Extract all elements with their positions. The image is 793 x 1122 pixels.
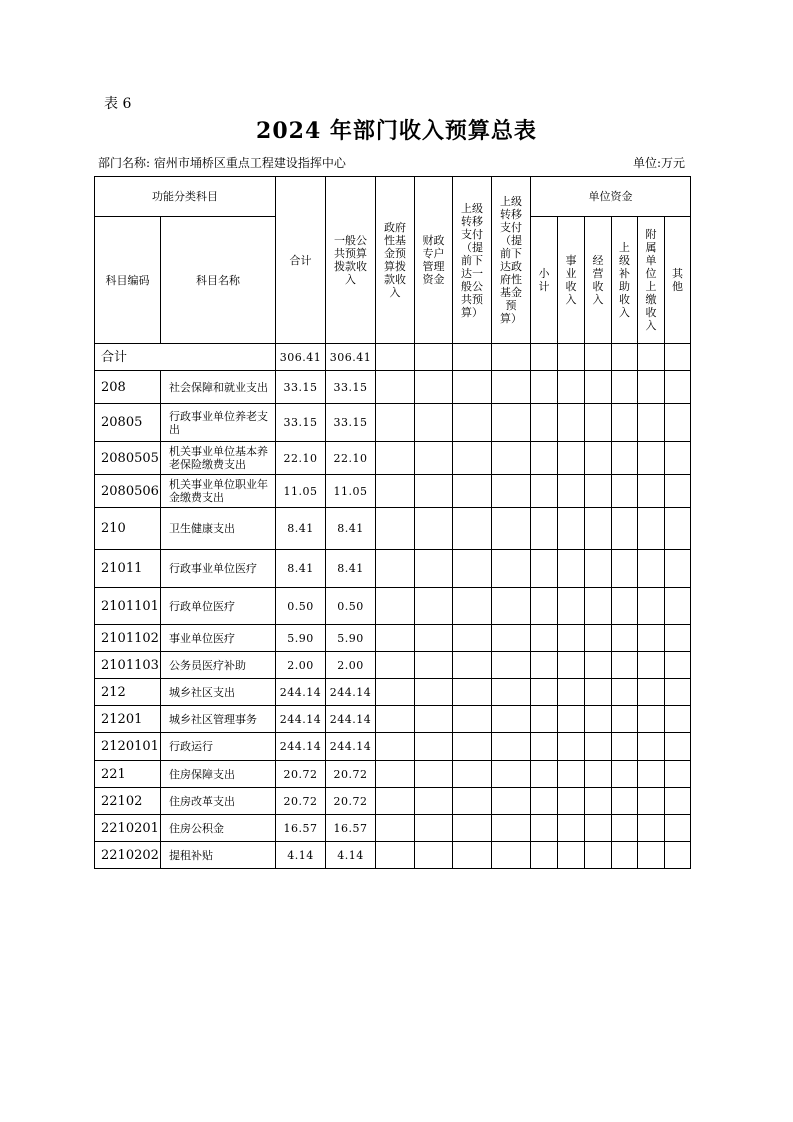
total-value: 22.10: [276, 442, 326, 475]
empty-cell: [531, 442, 558, 475]
empty-cell: [558, 815, 585, 842]
total-value: 4.14: [276, 842, 326, 869]
empty-cell: [558, 761, 585, 788]
empty-cell: [665, 706, 691, 733]
empty-cell: [376, 625, 415, 652]
total-value: 33.15: [276, 371, 326, 404]
header-func-class: 功能分类科目: [95, 177, 276, 217]
empty-cell: [638, 588, 665, 625]
empty-cell: [558, 842, 585, 869]
empty-cell: [665, 733, 691, 761]
empty-cell: [415, 344, 453, 371]
empty-cell: [415, 842, 453, 869]
account-name: 公务员医疗补助: [161, 652, 276, 679]
total-value: 306.41: [276, 344, 326, 371]
table-row: [95, 475, 691, 508]
general-budget-value: 20.72: [326, 761, 376, 788]
empty-cell: [585, 761, 612, 788]
empty-cell: [453, 815, 492, 842]
account-code: 2080506: [95, 475, 161, 508]
empty-cell: [612, 442, 638, 475]
empty-cell: [665, 788, 691, 815]
empty-cell: [492, 815, 531, 842]
empty-cell: [531, 475, 558, 508]
empty-cell: [558, 706, 585, 733]
empty-cell: [531, 679, 558, 706]
table-row: [95, 404, 691, 442]
empty-cell: [665, 508, 691, 550]
empty-cell: [665, 815, 691, 842]
empty-cell: [376, 706, 415, 733]
empty-cell: [638, 625, 665, 652]
empty-cell: [612, 508, 638, 550]
empty-cell: [585, 842, 612, 869]
empty-cell: [665, 404, 691, 442]
table-row: [95, 733, 691, 761]
empty-cell: [531, 344, 558, 371]
account-name: 行政运行: [161, 733, 276, 761]
empty-cell: [376, 442, 415, 475]
total-value: 20.72: [276, 761, 326, 788]
header-gov-fund: 政府性基金预算拨款收入: [376, 177, 415, 344]
table-row: [95, 706, 691, 733]
account-name: 城乡社区支出: [161, 679, 276, 706]
empty-cell: [638, 404, 665, 442]
table-row: [95, 679, 691, 706]
account-name: 行政事业单位养老支出: [161, 404, 276, 442]
general-budget-value: 33.15: [326, 371, 376, 404]
empty-cell: [453, 442, 492, 475]
table-row: [95, 788, 691, 815]
empty-cell: [453, 550, 492, 588]
header-business-income: 事业收入: [558, 217, 585, 344]
empty-cell: [492, 706, 531, 733]
empty-cell: [665, 625, 691, 652]
empty-cell: [558, 404, 585, 442]
empty-cell: [638, 550, 665, 588]
empty-cell: [612, 625, 638, 652]
empty-cell: [531, 588, 558, 625]
empty-cell: [453, 842, 492, 869]
header-transfer-gov-fund: 上级转移支付（提前下达政府性基金预算）: [492, 177, 531, 344]
total-value: 0.50: [276, 588, 326, 625]
account-code: 20805: [95, 404, 161, 442]
table-row: [95, 652, 691, 679]
empty-cell: [531, 733, 558, 761]
empty-cell: [558, 475, 585, 508]
total-value: 8.41: [276, 508, 326, 550]
empty-cell: [415, 679, 453, 706]
header-name: 科目名称: [161, 217, 276, 344]
empty-cell: [492, 371, 531, 404]
empty-cell: [453, 761, 492, 788]
total-value: 244.14: [276, 679, 326, 706]
total-value: 16.57: [276, 815, 326, 842]
empty-cell: [558, 344, 585, 371]
header-unit-funds: 单位资金: [531, 177, 691, 217]
empty-cell: [376, 842, 415, 869]
empty-cell: [531, 706, 558, 733]
table-row: [95, 550, 691, 588]
empty-cell: [453, 652, 492, 679]
empty-cell: [558, 679, 585, 706]
empty-cell: [415, 508, 453, 550]
total-row: [95, 344, 691, 371]
empty-cell: [585, 442, 612, 475]
empty-cell: [638, 442, 665, 475]
empty-cell: [638, 344, 665, 371]
account-code: 2101102: [95, 625, 161, 652]
general-budget-value: 11.05: [326, 475, 376, 508]
empty-cell: [415, 733, 453, 761]
total-value: 244.14: [276, 733, 326, 761]
empty-cell: [585, 652, 612, 679]
empty-cell: [415, 404, 453, 442]
empty-cell: [453, 588, 492, 625]
empty-cell: [585, 371, 612, 404]
empty-cell: [558, 508, 585, 550]
account-code: 2080505: [95, 442, 161, 475]
empty-cell: [415, 442, 453, 475]
empty-cell: [638, 761, 665, 788]
account-code: 210: [95, 508, 161, 550]
empty-cell: [665, 652, 691, 679]
table-row: [95, 815, 691, 842]
empty-cell: [558, 652, 585, 679]
empty-cell: [612, 550, 638, 588]
empty-cell: [612, 588, 638, 625]
empty-cell: [492, 588, 531, 625]
total-value: 244.14: [276, 706, 326, 733]
empty-cell: [376, 815, 415, 842]
empty-cell: [558, 550, 585, 588]
empty-cell: [585, 404, 612, 442]
empty-cell: [638, 508, 665, 550]
table-row: [95, 371, 691, 404]
empty-cell: [376, 733, 415, 761]
empty-cell: [453, 475, 492, 508]
empty-cell: [453, 371, 492, 404]
account-code: 2210201: [95, 815, 161, 842]
empty-cell: [585, 508, 612, 550]
empty-cell: [531, 404, 558, 442]
header-transfer-general: 上级转移支付（提前下达一般公共预算）: [453, 177, 492, 344]
table-row: [95, 442, 691, 475]
empty-cell: [558, 733, 585, 761]
account-name: 住房保障支出: [161, 761, 276, 788]
account-name: 机关事业单位基本养老保险缴费支出: [161, 442, 276, 475]
empty-cell: [453, 679, 492, 706]
empty-cell: [612, 679, 638, 706]
account-name: 卫生健康支出: [161, 508, 276, 550]
empty-cell: [376, 344, 415, 371]
total-value: 11.05: [276, 475, 326, 508]
general-budget-value: 4.14: [326, 842, 376, 869]
empty-cell: [453, 404, 492, 442]
general-budget-value: 5.90: [326, 625, 376, 652]
empty-cell: [558, 442, 585, 475]
empty-cell: [665, 371, 691, 404]
table-row: [95, 625, 691, 652]
empty-cell: [638, 679, 665, 706]
general-budget-value: 33.15: [326, 404, 376, 442]
header-operating-income: 经营收入: [585, 217, 612, 344]
empty-cell: [531, 652, 558, 679]
empty-cell: [612, 788, 638, 815]
account-code: 212: [95, 679, 161, 706]
general-budget-value: 244.14: [326, 733, 376, 761]
empty-cell: [492, 679, 531, 706]
empty-cell: [638, 706, 665, 733]
empty-cell: [376, 679, 415, 706]
account-name: 行政单位医疗: [161, 588, 276, 625]
empty-cell: [531, 815, 558, 842]
total-value: 8.41: [276, 550, 326, 588]
header-subtotal: 小计: [531, 217, 558, 344]
page-title: 2024 年部门收入预算总表: [256, 118, 537, 144]
empty-cell: [612, 475, 638, 508]
total-value: 5.90: [276, 625, 326, 652]
empty-cell: [453, 508, 492, 550]
empty-cell: [638, 815, 665, 842]
empty-cell: [612, 344, 638, 371]
total-label: 合计: [95, 344, 276, 371]
empty-cell: [415, 788, 453, 815]
general-budget-value: 2.00: [326, 652, 376, 679]
account-code: 2101103: [95, 652, 161, 679]
empty-cell: [585, 679, 612, 706]
empty-cell: [585, 625, 612, 652]
general-budget-value: 16.57: [326, 815, 376, 842]
table-row: [95, 588, 691, 625]
account-name: 住房改革支出: [161, 788, 276, 815]
header-code: 科目编码: [95, 217, 161, 344]
empty-cell: [612, 404, 638, 442]
empty-cell: [415, 475, 453, 508]
empty-cell: [453, 788, 492, 815]
general-budget-value: 244.14: [326, 679, 376, 706]
empty-cell: [638, 733, 665, 761]
unit-label: 单位:万元: [632, 156, 685, 170]
empty-cell: [492, 475, 531, 508]
account-name: 行政事业单位医疗: [161, 550, 276, 588]
empty-cell: [665, 475, 691, 508]
table-row: [95, 508, 691, 550]
empty-cell: [415, 761, 453, 788]
empty-cell: [665, 679, 691, 706]
table-row: [95, 842, 691, 869]
empty-cell: [531, 625, 558, 652]
account-code: 2210202: [95, 842, 161, 869]
empty-cell: [415, 625, 453, 652]
empty-cell: [612, 815, 638, 842]
empty-cell: [492, 842, 531, 869]
empty-cell: [585, 815, 612, 842]
empty-cell: [531, 761, 558, 788]
total-value: 33.15: [276, 404, 326, 442]
empty-cell: [492, 625, 531, 652]
account-name: 住房公积金: [161, 815, 276, 842]
empty-cell: [492, 344, 531, 371]
account-code: 21011: [95, 550, 161, 588]
header-total: 合计: [276, 177, 326, 344]
account-code: 221: [95, 761, 161, 788]
empty-cell: [638, 788, 665, 815]
empty-cell: [558, 588, 585, 625]
empty-cell: [531, 371, 558, 404]
empty-cell: [415, 652, 453, 679]
empty-cell: [558, 371, 585, 404]
empty-cell: [415, 588, 453, 625]
empty-cell: [376, 761, 415, 788]
empty-cell: [492, 652, 531, 679]
empty-cell: [376, 550, 415, 588]
empty-cell: [376, 475, 415, 508]
empty-cell: [585, 550, 612, 588]
budget-table: [94, 176, 691, 869]
empty-cell: [453, 344, 492, 371]
account-name: 城乡社区管理事务: [161, 706, 276, 733]
empty-cell: [585, 588, 612, 625]
account-name: 机关事业单位职业年金缴费支出: [161, 475, 276, 508]
general-budget-value: 8.41: [326, 550, 376, 588]
account-name: 事业单位医疗: [161, 625, 276, 652]
header-affiliated-income: 附属单位上缴收入: [638, 217, 665, 344]
header-other: 其他: [665, 217, 691, 344]
empty-cell: [612, 761, 638, 788]
empty-cell: [531, 788, 558, 815]
header-fiscal-special: 财政专户管理资金: [415, 177, 453, 344]
empty-cell: [665, 761, 691, 788]
total-value: 20.72: [276, 788, 326, 815]
empty-cell: [585, 788, 612, 815]
empty-cell: [531, 508, 558, 550]
empty-cell: [376, 508, 415, 550]
empty-cell: [638, 652, 665, 679]
empty-cell: [585, 733, 612, 761]
general-budget-value: 0.50: [326, 588, 376, 625]
empty-cell: [453, 733, 492, 761]
department-name: 部门名称: 宿州市埇桥区重点工程建设指挥中心: [98, 156, 346, 170]
empty-cell: [665, 842, 691, 869]
general-budget-value: 22.10: [326, 442, 376, 475]
empty-cell: [612, 842, 638, 869]
empty-cell: [492, 442, 531, 475]
table-number-label: 表 6: [104, 96, 132, 112]
empty-cell: [638, 475, 665, 508]
empty-cell: [665, 550, 691, 588]
header-general-budget: 一般公共预算拨款收入: [326, 177, 376, 344]
empty-cell: [612, 652, 638, 679]
empty-cell: [612, 371, 638, 404]
total-value: 2.00: [276, 652, 326, 679]
general-budget-value: 8.41: [326, 508, 376, 550]
empty-cell: [492, 788, 531, 815]
empty-cell: [585, 706, 612, 733]
empty-cell: [558, 625, 585, 652]
empty-cell: [585, 475, 612, 508]
header-superior-subsidy: 上级补助收入: [612, 217, 638, 344]
empty-cell: [638, 371, 665, 404]
account-name: 提租补贴: [161, 842, 276, 869]
empty-cell: [665, 588, 691, 625]
empty-cell: [492, 404, 531, 442]
empty-cell: [585, 344, 612, 371]
empty-cell: [665, 442, 691, 475]
empty-cell: [415, 706, 453, 733]
empty-cell: [376, 404, 415, 442]
account-code: 22102: [95, 788, 161, 815]
empty-cell: [453, 625, 492, 652]
empty-cell: [376, 371, 415, 404]
empty-cell: [376, 788, 415, 815]
empty-cell: [453, 706, 492, 733]
account-code: 208: [95, 371, 161, 404]
empty-cell: [415, 815, 453, 842]
empty-cell: [415, 371, 453, 404]
empty-cell: [638, 842, 665, 869]
table-row: [95, 761, 691, 788]
empty-cell: [612, 706, 638, 733]
empty-cell: [492, 508, 531, 550]
empty-cell: [531, 550, 558, 588]
empty-cell: [558, 788, 585, 815]
empty-cell: [665, 344, 691, 371]
account-name: 社会保障和就业支出: [161, 371, 276, 404]
empty-cell: [492, 550, 531, 588]
empty-cell: [376, 588, 415, 625]
empty-cell: [492, 733, 531, 761]
empty-cell: [612, 733, 638, 761]
general-budget-value: 20.72: [326, 788, 376, 815]
account-code: 21201: [95, 706, 161, 733]
empty-cell: [531, 842, 558, 869]
account-code: 2101101: [95, 588, 161, 625]
empty-cell: [376, 652, 415, 679]
account-code: 2120101: [95, 733, 161, 761]
empty-cell: [415, 550, 453, 588]
empty-cell: [492, 761, 531, 788]
general-budget-value: 306.41: [326, 344, 376, 371]
general-budget-value: 244.14: [326, 706, 376, 733]
